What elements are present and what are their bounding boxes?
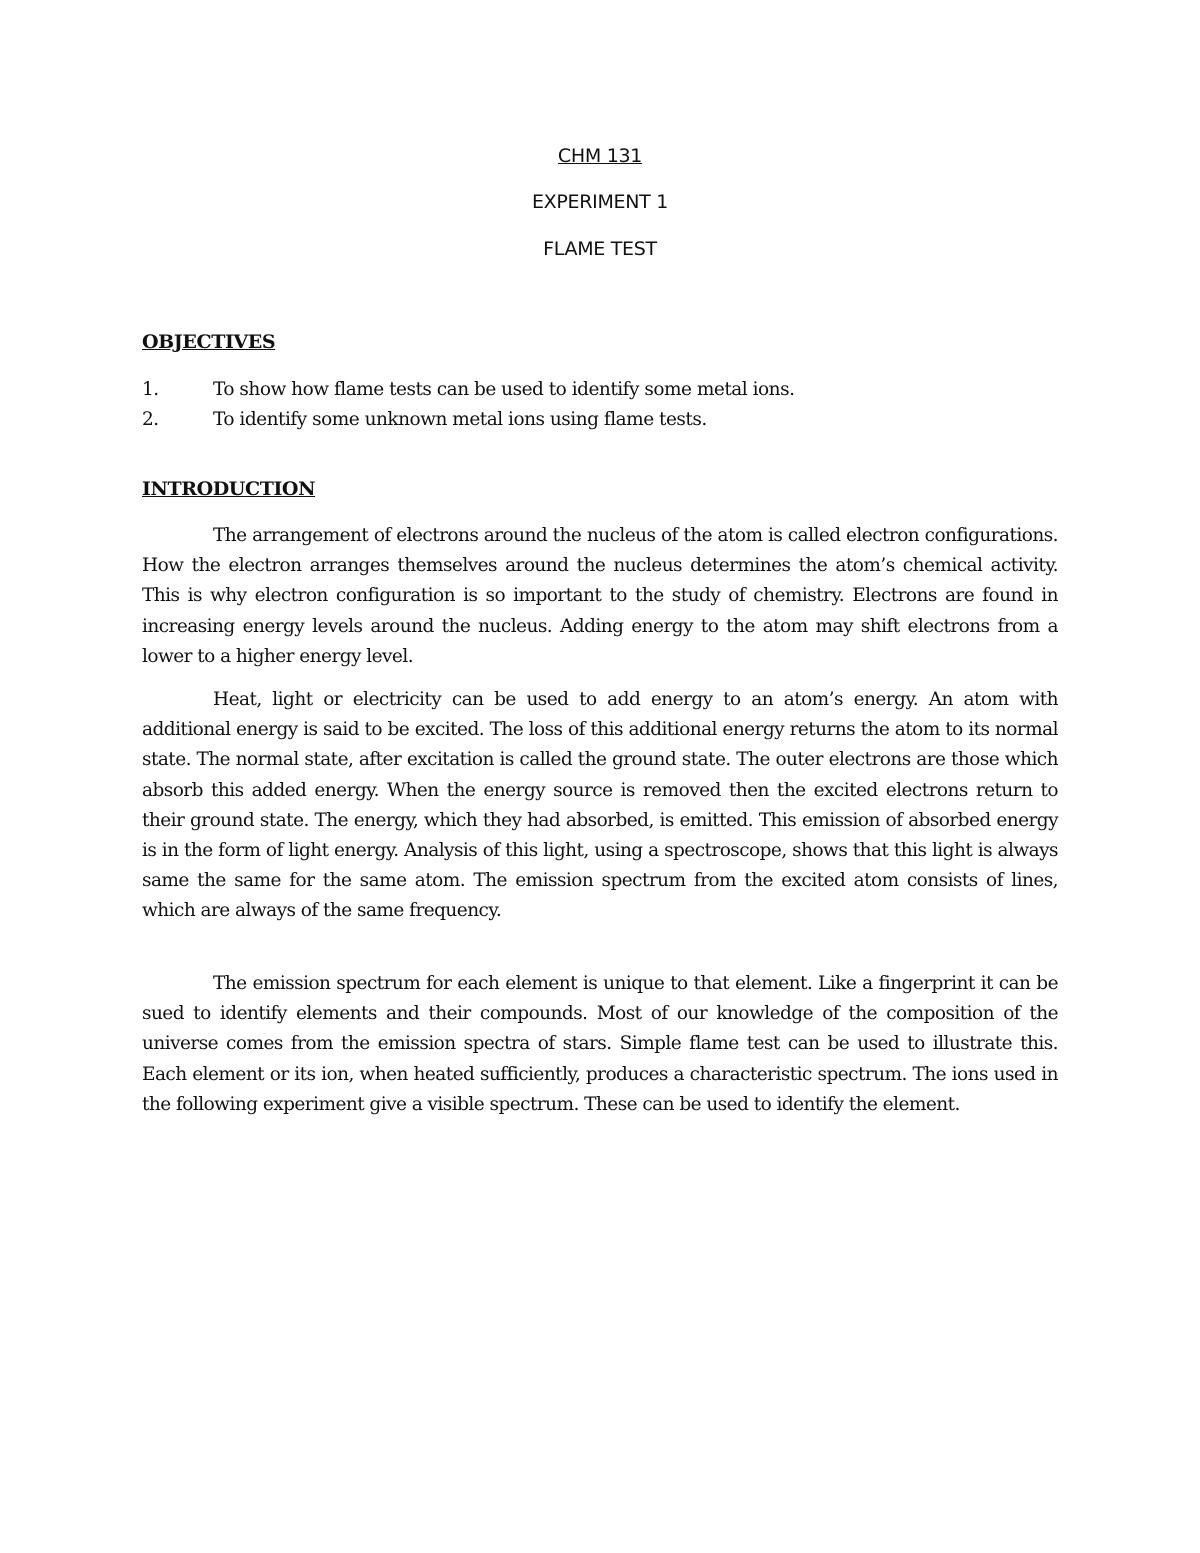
- experiment-subject: FLAME TEST: [543, 238, 657, 260]
- introduction-paragraph-3: The emission spectrum for each element is unique to that element. Like a fingerprint it can be sued to identify elements and their compounds. Most of our knowledge of the composition of the universe comes from the emission spectra of stars. Simple flame test can be used to illustrate this. Each element or its ion, when heated sufficiently, produces a characteristic spectrum. The ions used in the following experiment give a visible spectrum. These can be used to identify the element.: [142, 973, 1058, 1115]
- objectives-list: [142, 375, 1062, 435]
- objective-text: To show how flame tests can be used to identify some metal ions.: [213, 379, 795, 400]
- experiment-title: EXPERIMENT 1: [531, 191, 669, 213]
- course-code: CHM 131: [557, 145, 643, 167]
- objective-item: [142, 375, 1062, 405]
- introduction-heading: INTRODUCTION: [142, 478, 316, 500]
- objective-text: To identify some unknown metal ions using flame tests.: [213, 409, 707, 430]
- objective-number: 2.: [142, 409, 159, 430]
- objective-item: [142, 405, 1062, 435]
- objectives-heading: OBJECTIVES: [142, 331, 276, 353]
- objective-number: 1.: [142, 379, 159, 400]
- introduction-paragraph-2: Heat, light or electricity can be used to add energy to an atom’s energy. An atom with additional energy is said to be excited. The loss of this additional energy returns the atom to its normal state. The normal state, after excitation is called the ground state. The outer electrons are those which absorb this added energy. When the energy source is removed then the excited electrons return to their ground state. The energy, which they had absorbed, is emitted. This emission of absorbed energy is in the form of light energy. Analysis of this light, using a spectroscope, shows that this light is always same the same for the same atom. The emission spectrum from the excited atom consists of lines, which are always of the same frequency.: [142, 689, 1058, 922]
- introduction-paragraph-1: The arrangement of electrons around the nucleus of the atom is called electron configurations. How the electron arranges themselves around the nucleus determines the atom’s chemical activity. This is why electron configuration is so important to the study of chemistry. Electrons are found in increasing energy levels around the nucleus. Adding energy to the atom may shift electrons from a lower to a higher energy level.: [142, 525, 1058, 667]
